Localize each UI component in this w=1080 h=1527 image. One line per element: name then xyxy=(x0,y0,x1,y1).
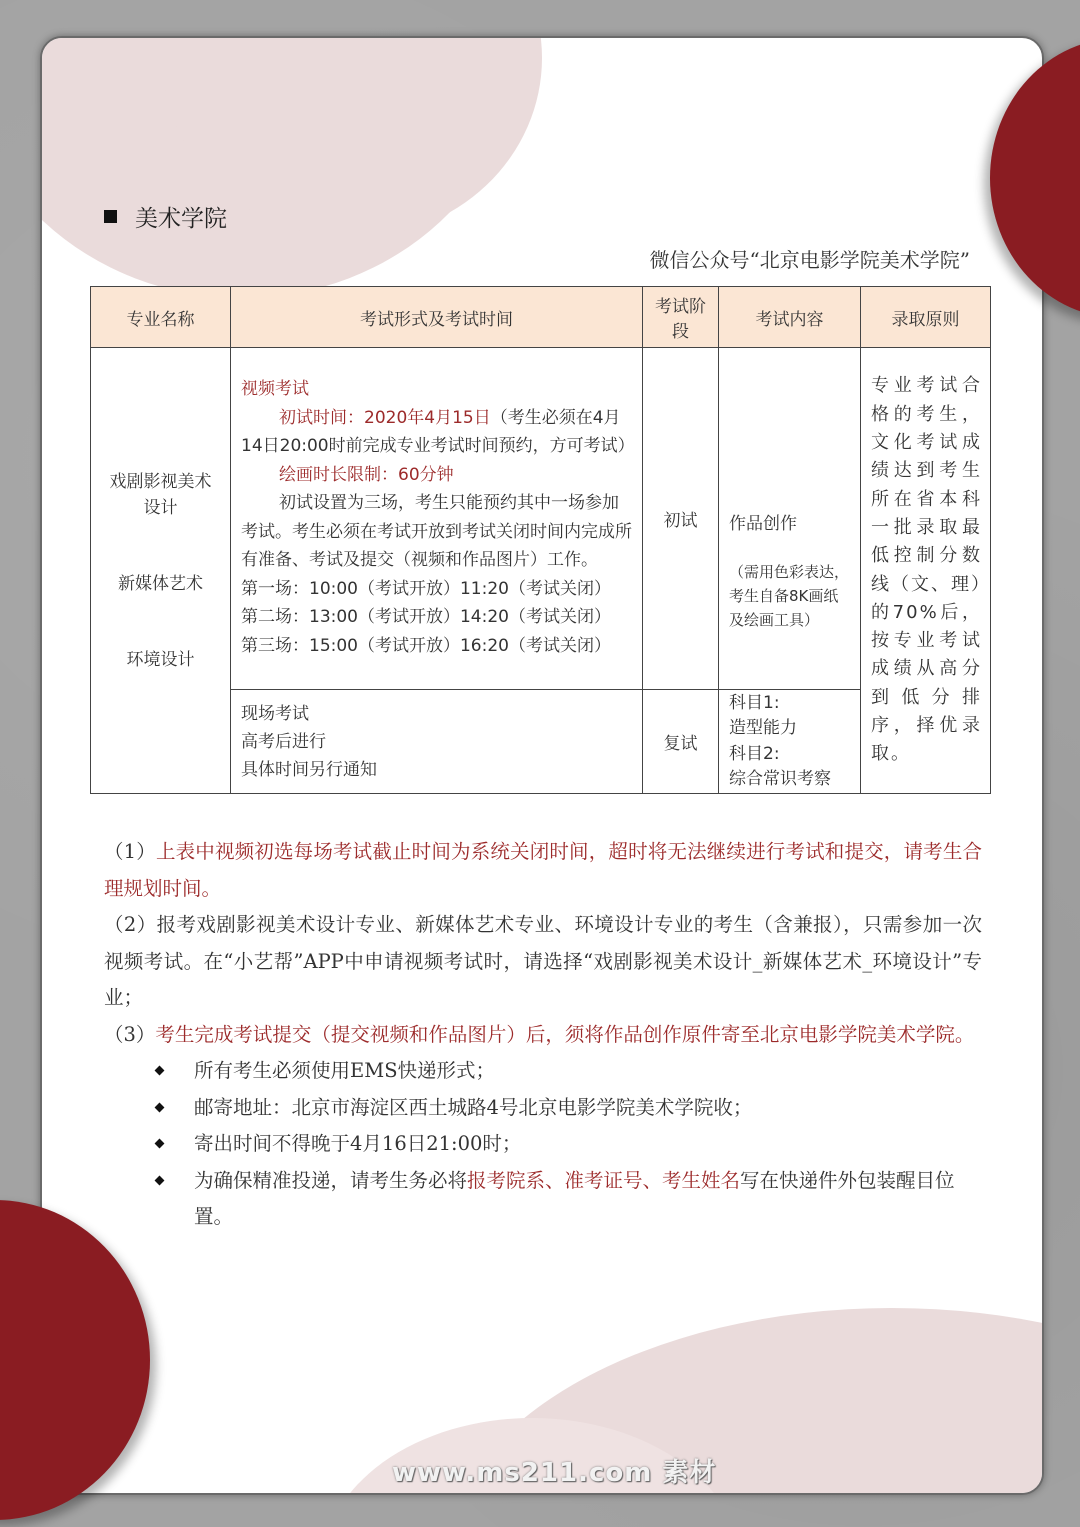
diamond-bullet-icon xyxy=(155,1066,165,1076)
exam-table xyxy=(90,286,991,794)
diamond-bullet-icon xyxy=(155,1102,165,1112)
section-title: 美术学院 xyxy=(135,206,227,232)
stage-first: 初试 xyxy=(643,348,719,690)
session-item: 第一场：10:00（考试开放）11:20（考试关闭） xyxy=(241,578,611,599)
header-stage: 考试阶段 xyxy=(643,287,719,348)
majors-cell xyxy=(91,348,231,794)
header-major: 专业名称 xyxy=(91,287,231,348)
onsite-line: 高考后进行 xyxy=(241,731,326,752)
header-principle: 录取原则 xyxy=(861,287,991,348)
diamond-bullet-icon xyxy=(155,1175,165,1185)
subject-line: 科目2: xyxy=(729,743,780,764)
list-item: 所有考生必须使用EMS快递形式； xyxy=(104,1053,982,1090)
note-2: （2）报考戏剧影视美术设计专业、新媒体艺术专业、环境设计专业的考生（含兼报），只需参加一次视频考试。在“小艺帮”APP中申请视频考试时，请选择“戏剧影视美术设计_新媒体艺术_环境设计”专业； xyxy=(104,913,982,1009)
subject-line: 科目1: xyxy=(729,692,780,713)
onsite-line: 具体时间另行通知 xyxy=(241,759,377,780)
wechat-source: 微信公众号“北京电影学院美术学院” xyxy=(649,248,970,272)
list-item: 邮寄地址：北京市海淀区西土城路4号北京电影学院美术学院收； xyxy=(104,1090,982,1127)
list-item: 为确保精准投递，请考生务必将报考院系、准考证号、考生姓名写在快递件外包装醒目位置。 xyxy=(104,1163,982,1236)
drawing-duration: 绘画时长限制：60分钟 xyxy=(279,464,454,485)
session-item: 第三场：15:00（考试开放）16:20（考试关闭） xyxy=(241,635,611,656)
table-header-row xyxy=(91,287,991,348)
header-content: 考试内容 xyxy=(719,287,861,348)
table-row xyxy=(91,348,991,690)
admission-principle: 专业考试合格的考生，文化考试成绩达到考生所在省本科一批录取最低控制分数线（文、理）的70%后，按专业考试成绩从高分到低分排序，择优录取。 xyxy=(861,348,991,794)
content-first: 作品创作 xyxy=(729,514,797,534)
note-3: （3）考生完成考试提交（提交视频和作品图片）后，须将作品创作原件寄至北京电影学院美术学院。 xyxy=(104,1022,975,1046)
note-1: （1）上表中视频初选每场考试截止时间为系统关闭时间，超时将无法继续进行考试和提交，请考生合理规划时间。 xyxy=(104,840,982,900)
onsite-exam-cell xyxy=(231,690,643,794)
stage-second: 复试 xyxy=(643,690,719,794)
major-name: 戏剧影视美术设计 xyxy=(109,471,212,518)
onsite-title: 现场考试 xyxy=(241,703,309,724)
content-second-cell xyxy=(719,690,861,794)
content-first-cell xyxy=(719,348,861,690)
header-exam-form: 考试形式及考试时间 xyxy=(231,287,643,348)
content-first-note: （需用色彩表达，考生自备8K画纸及绘画工具） xyxy=(729,563,850,629)
video-exam-desc: 初试设置为三场，考生只能预约其中一场参加考试。考生必须在考试开放到考试关闭时间内完成所有准备、考试及提交（视频和作品图片）工作。 xyxy=(241,493,632,570)
video-exam-title: 视频考试 xyxy=(241,379,309,399)
subject-line: 造型能力 xyxy=(729,718,797,738)
video-exam-cell xyxy=(231,348,643,690)
section-heading xyxy=(104,200,227,233)
diamond-bullet-icon xyxy=(155,1139,165,1149)
notes-section xyxy=(104,834,982,1236)
watermark: www.ms211.com 素材 xyxy=(392,1458,717,1488)
session-item: 第二场：13:00（考试开放）14:20（考试关闭） xyxy=(241,607,611,627)
mail-instructions xyxy=(104,1053,982,1236)
major-name: 环境设计 xyxy=(126,649,195,670)
list-item: 寄出时间不得晚于4月16日21:00时； xyxy=(104,1126,982,1163)
first-exam-time: 初试时间：2020年4月15日（考生必须在4月14日20:00时前完成专业考试时间预约，方可考试） xyxy=(241,407,635,456)
subject-line: 综合常识考察 xyxy=(729,769,831,789)
square-bullet-icon xyxy=(104,210,117,223)
major-name: 新媒体艺术 xyxy=(118,573,203,594)
